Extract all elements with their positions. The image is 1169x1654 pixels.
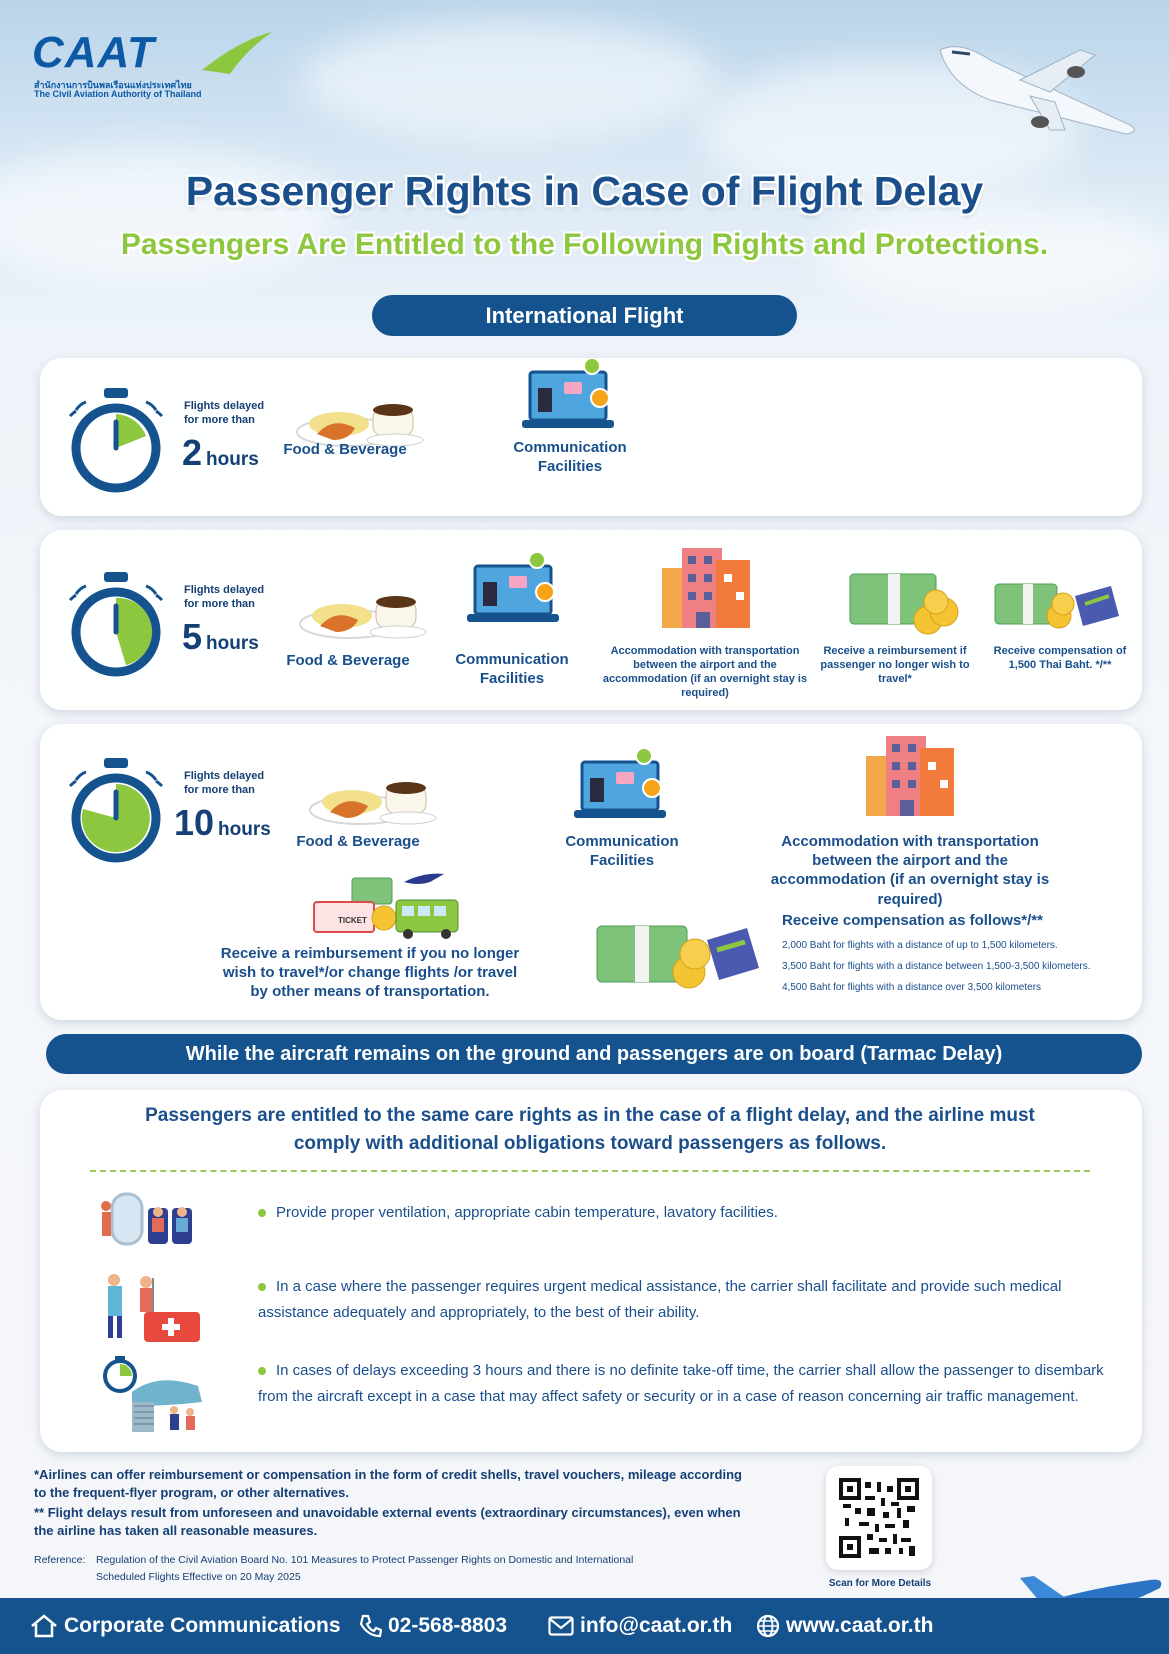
cabin-passengers-icon: [98, 1188, 198, 1252]
benefit-reimbursement-label: Receive a reimbursement if you no longer wish to travel*/or change flights /or travel by other means of transportation.: [220, 945, 520, 1001]
footer-department: [30, 1614, 341, 1638]
delay-hours: [182, 616, 259, 658]
reference-text: Regulation of the Civil Aviation Board No. 101 Measures to Protect Passenger Rights on Domestic and International Scheduled Flights Effective on 20 May 2025: [96, 1554, 634, 1583]
page-subtitle: Passengers Are Entitled to the Following Rights and Protections.: [120, 228, 1049, 261]
tarmac-bullet-text: Provide proper ventilation, appropriate cabin temperature, lavatory facilities.: [276, 1204, 778, 1221]
benefit-food-label: Food & Beverage: [286, 652, 410, 669]
qr-code-icon[interactable]: [839, 1478, 919, 1558]
benefit-food-label: Food & Beverage: [296, 833, 420, 850]
footer-website[interactable]: [756, 1614, 933, 1638]
caat-logo: [32, 28, 272, 98]
tarmac-bullet: [258, 1274, 1118, 1325]
logo-english-text: The Civil Aviation Authority of Thailand: [34, 89, 202, 99]
benefit-comm-label: Communication Facilities: [455, 651, 569, 688]
delay-number: 10: [174, 802, 215, 843]
phone-icon: [358, 1614, 382, 1638]
tarmac-bullet-text: In cases of delays exceeding 3 hours and there is no definite take-off time, the carrier shall allow the passenger to disembark from the aircraft except in a case that may affect safety or security or in a case of reason concerning air traffic management.: [258, 1362, 1104, 1405]
bullet-dot-icon: [258, 1283, 266, 1291]
compensation-line: 3,500 Baht for flights with a distance between 1,500-3,500 kilometers.: [782, 961, 1091, 972]
footer-phone-text[interactable]: 02-568-8803: [388, 1614, 508, 1637]
footer-email[interactable]: [548, 1614, 732, 1638]
footer-email-text[interactable]: info@caat.or.th: [580, 1614, 733, 1637]
communication-laptop-icon: [572, 748, 672, 826]
footer-website-text[interactable]: www.caat.or.th: [786, 1614, 934, 1637]
cash-reimbursement-icon: [848, 568, 963, 638]
delay-unit: hours: [206, 633, 259, 654]
delay-unit: hours: [206, 449, 259, 470]
tarmac-bullet-text: In a case where the passenger requires urgent medical assistance, the carrier shall facilitate and provide such medical assistance adequately and appropriately, to the best of their ability.: [258, 1278, 1062, 1321]
medical-assistance-icon: [100, 1268, 200, 1344]
tarmac-bullet: [258, 1200, 1118, 1226]
footnote-2: ** Flight delays result from unforeseen and unavoidable external events (extraordinary circumstances), even when the airline has taken all reasonable measures.: [34, 1505, 741, 1539]
hotel-building-icon: [862, 728, 958, 824]
delay-label: Flights delayed for more than: [184, 584, 265, 610]
qr-caption: Scan for More Details: [828, 1578, 932, 1589]
stopwatch-icon: [66, 384, 166, 496]
stopwatch-icon: [66, 754, 166, 866]
compensation-line: 4,500 Baht for flights with a distance over 3,500 kilometers: [782, 982, 1042, 993]
mail-icon: [548, 1616, 574, 1636]
footer-bar: [0, 1598, 1169, 1654]
footer-phone[interactable]: [358, 1614, 507, 1638]
hotel-building-icon: [658, 540, 754, 636]
delay-hours: [174, 802, 271, 844]
delay-unit: hours: [218, 819, 271, 840]
communication-laptop-icon: [465, 552, 565, 630]
benefit-comm-label: Communication Facilities: [565, 833, 679, 870]
qr-code-card[interactable]: [826, 1466, 932, 1570]
delay-hours: [182, 432, 259, 474]
card-10-hours: [40, 724, 1142, 1020]
benefit-food-label: Food & Beverage: [283, 441, 407, 458]
food-beverage-icon: [308, 764, 438, 834]
bullet-dot-icon: [258, 1367, 266, 1375]
logo-thai-text: สำนักงานการบินพลเรือนแห่งประเทศไทย: [34, 80, 192, 90]
footer-department-text: Corporate Communications: [64, 1614, 341, 1637]
disembark-aircraft-icon: [98, 1352, 208, 1434]
cloud: [300, 20, 720, 140]
card-tarmac: [40, 1090, 1142, 1452]
bullet-dot-icon: [258, 1209, 266, 1217]
home-icon: [30, 1614, 58, 1638]
section-pill-international: International Flight: [372, 295, 797, 336]
globe-icon: [756, 1614, 780, 1638]
dashed-divider: [90, 1170, 1090, 1172]
tarmac-bullet: [258, 1358, 1118, 1409]
compensation-line: 2,000 Baht for flights with a distance of up to 1,500 kilometers.: [782, 940, 1058, 951]
compensation-title: Receive compensation as follows*/**: [782, 912, 1043, 929]
card-2-hours: [40, 358, 1142, 516]
ticket-text: TICKET: [338, 916, 367, 925]
cash-compensation-icon: [993, 576, 1123, 636]
ticket-travel-icon: [312, 868, 462, 944]
logo-wordmark: CAAT: [32, 28, 155, 77]
footnote-1: *Airlines can offer reimbursement or compensation in the form of credit shells, travel vouchers, mileage according to the frequent-flyer program, or other alternatives.: [34, 1467, 742, 1501]
tarmac-intro: Passengers are entitled to the same care rights as in the case of a flight delay, and the airline must comply with additional obligations toward passengers as follows.: [145, 1105, 1035, 1154]
page-title: Passenger Rights in Case of Flight Delay: [185, 168, 984, 214]
delay-label: Flights delayed for more than: [184, 770, 265, 796]
cash-compensation-icon: [595, 916, 765, 994]
delay-number: 2: [182, 432, 203, 473]
card-5-hours: [40, 530, 1142, 710]
delay-label: Flights delayed for more than: [184, 400, 265, 426]
logo-swoosh-icon: [200, 30, 274, 74]
communication-laptop-icon: [520, 358, 620, 436]
benefit-compensation-label: Receive compensation of 1,500 Thai Baht. */**: [993, 645, 1127, 672]
benefit-comm-label: Communication Facilities: [513, 439, 627, 476]
tarmac-delay-pill: While the aircraft remains on the ground and passengers are on board (Tarmac Delay): [46, 1034, 1142, 1074]
stopwatch-icon: [66, 568, 166, 680]
benefit-accommodation-label: Accommodation with transportation between the airport and the accommodation (if an overnight stay is required): [602, 645, 808, 700]
reference-label: Reference:: [34, 1554, 86, 1566]
delay-number: 5: [182, 616, 203, 657]
benefit-accommodation-label: Accommodation with transportation between the airport and the accommodation (if an overnight stay is required): [770, 833, 1050, 908]
food-beverage-icon: [298, 578, 428, 648]
benefit-reimbursement-label: Receive a reimbursement if passenger no longer wish to travel*: [820, 645, 970, 686]
airplane-icon: [930, 30, 1150, 140]
